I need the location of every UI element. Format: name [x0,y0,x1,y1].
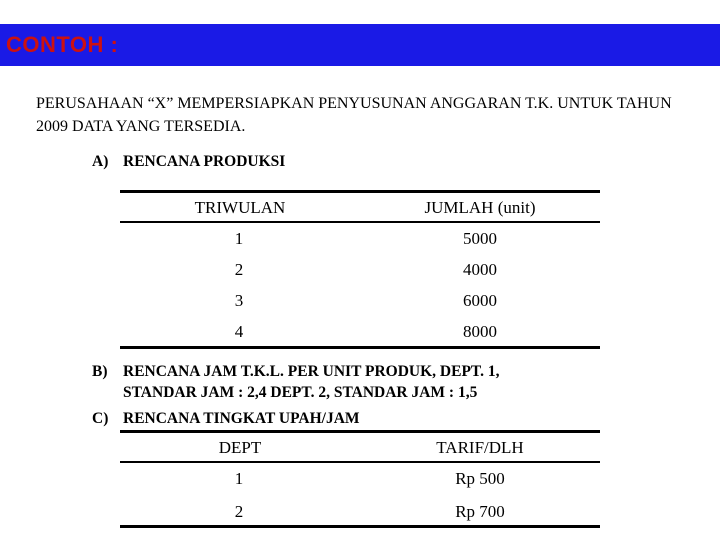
table-c-cell-dept: 1 [234,469,244,488]
table-a-cell-jumlah: 4000 [463,260,497,279]
section-b-line2: STANDAR JAM : 2,4 DEPT. 2, STANDAR JAM : 1,5 [123,384,478,401]
title-bar [0,24,720,66]
section-b-line1: RENCANA JAM T.K.L. PER UNIT PRODUK, DEPT. 1, [123,363,500,380]
table-a-cell-triwulan: 1 [234,229,244,248]
section-a-label: RENCANA PRODUKSI [123,153,286,170]
table-c-header-tarif: TARIF/DLH [436,438,524,457]
section-c-label: RENCANA TINGKAT UPAH/JAM [123,410,360,427]
table-a-cell-triwulan: 3 [234,291,244,310]
table-a-cell-triwulan: 4 [234,322,244,341]
table-a-header-rule [120,221,600,223]
section-b-letter: B) [92,363,108,380]
section-a-letter: A) [92,153,109,170]
intro-paragraph: PERUSAHAAN “X” MEMPERSIAPKAN PENYUSUNAN ANGGARAN T.K. UNTUK TAHUN 2009 DATA YANG TERSEDIA. [36,95,672,135]
slide-title: CONTOH : [6,32,119,57]
table-c-header-dept: DEPT [218,438,262,457]
table-c-bottom-rule [120,525,600,528]
table-a-top-rule [120,190,600,193]
table-c-top-rule [120,430,600,433]
section-a-heading [92,153,285,171]
table-a-cell-triwulan: 2 [234,260,244,279]
table-c-cell-tarif: Rp 700 [455,502,505,521]
table-a-header-triwulan: TRIWULAN [194,198,286,217]
table-a-header-jumlah: JUMLAH (unit) [424,198,536,217]
table-c-cell-dept: 2 [234,502,244,521]
table-c-cell-tarif: Rp 500 [455,469,505,488]
table-c-header-rule [120,461,600,463]
table-a-cell-jumlah: 8000 [463,322,497,341]
table-a-cell-jumlah: 6000 [463,291,497,310]
section-b-text [92,361,499,403]
section-c-heading [92,410,360,428]
table-a-cell-jumlah: 5000 [463,229,497,248]
table-a-bottom-rule [120,346,600,349]
section-c-letter: C) [92,410,109,427]
